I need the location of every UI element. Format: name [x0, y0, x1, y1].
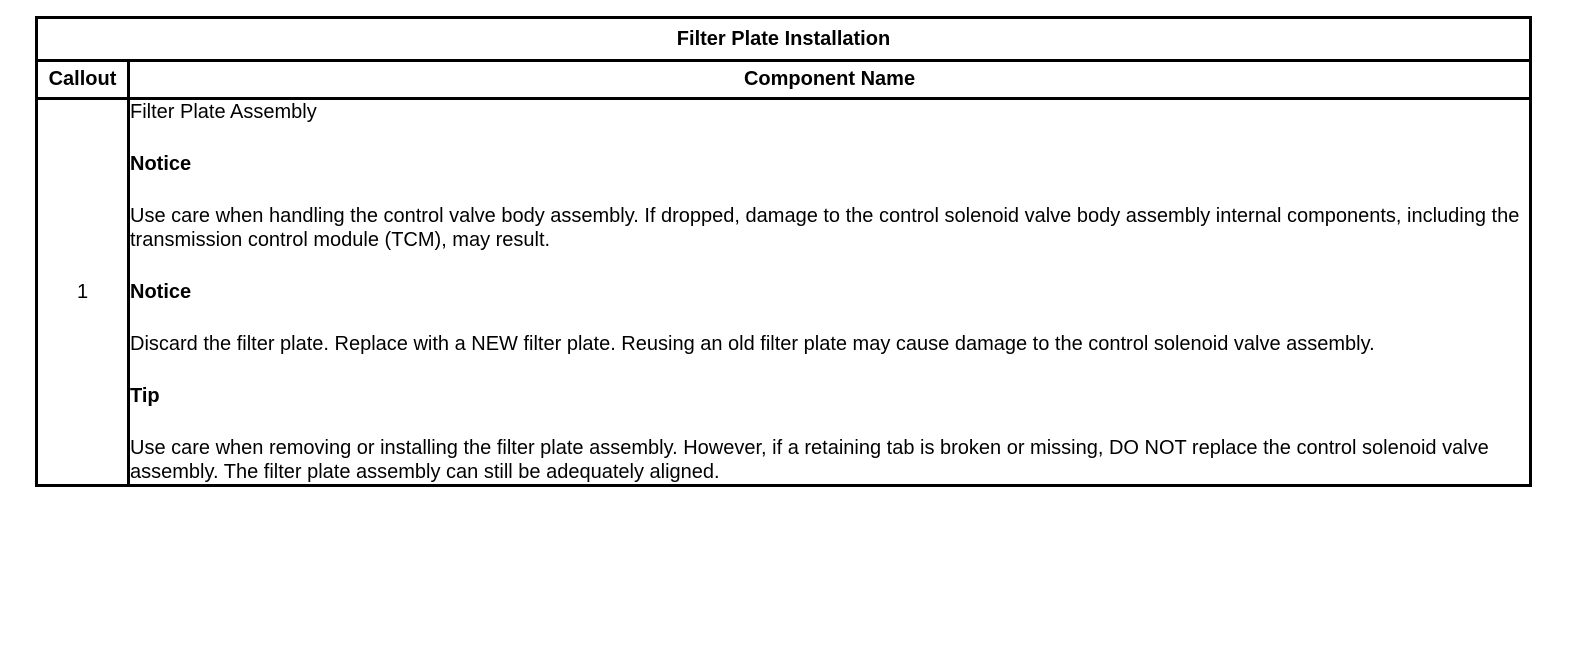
callout-number: 1 — [37, 99, 129, 486]
notice-text: Discard the filter plate. Replace with a NEW filter plate. Reusing an old filter plate may cause damage to the control solenoid valve assembly. — [130, 333, 1375, 355]
table-title-row — [37, 18, 1531, 61]
tip-text: Use care when removing or installing the filter plate assembly. However, if a retaining tab is broken or missing, DO NOT replace the control solenoid valve assembly. The filter plate assembly can still be adequately aligned. — [130, 437, 1489, 483]
callout-header: Callout — [37, 61, 129, 99]
table-title: Filter Plate Installation — [37, 18, 1531, 61]
table-header-row — [37, 61, 1531, 99]
component-name-header: Component Name — [129, 61, 1531, 99]
notice-text: Use care when handling the control valve body assembly. If dropped, damage to the control solenoid valve body assembly internal components, including the transmission control module (TCM), may result. — [130, 205, 1520, 251]
tip-heading: Tip — [130, 385, 160, 407]
notice-heading: Notice — [130, 281, 192, 303]
component-name: Filter Plate Assembly — [130, 101, 317, 123]
component-cell — [129, 99, 1531, 486]
filter-plate-table — [35, 16, 1532, 487]
notice-heading: Notice — [130, 153, 192, 175]
table-row — [37, 99, 1531, 486]
